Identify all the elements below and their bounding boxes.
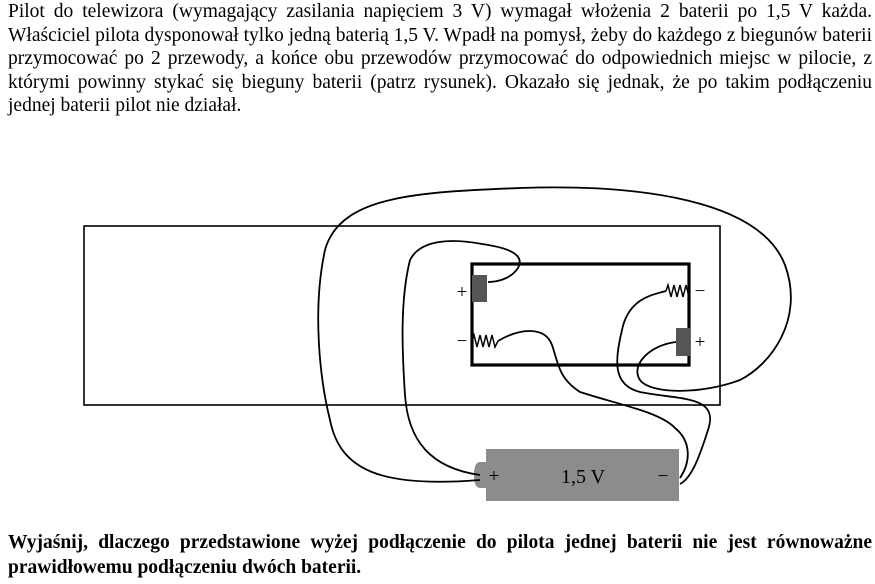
task-description: Pilot do telewizora (wymagający zasilania napięciem 3 V) wymagał włożenia 2 baterii po 1,5 V każda. Właściciel pilota dysponował tylko jedną baterią 1,5 V. Wpadł na pomysł, żeby do każdego z biegunów baterii przymocować po 2 przewody, a końce obu przewodów przymocować do odpowiednich miejsc w pilocie, z którymi powinny stykać się bieguny baterii (patrz rysunek). Okazało się jednak, że po takim podłączeniu jednej baterii pilot nie działał. — [8, 1, 872, 117]
contact-spring-bottom-left — [472, 335, 498, 347]
contact-plate-top-left — [472, 275, 487, 302]
battery-plus-sign: + — [488, 466, 500, 487]
sign-top-right: − — [694, 281, 706, 302]
battery-minus-sign: − — [657, 466, 669, 487]
contact-plate-bottom-right — [676, 328, 690, 356]
sign-top-left: + — [456, 282, 468, 303]
contact-spring-top-right — [666, 285, 690, 297]
task-question: Wyjaśnij, dlaczego przedstawione wyżej podłączenie do pilota jednej baterii nie jest równoważne prawidłowemu podłączeniu dwóch baterii. — [8, 532, 872, 578]
sign-bottom-right: + — [694, 332, 706, 353]
wire-plus-to-top-left — [403, 241, 520, 475]
battery-voltage-label: 1,5 V — [560, 466, 606, 488]
sign-bottom-left: − — [456, 331, 468, 352]
remote-body — [84, 226, 720, 405]
